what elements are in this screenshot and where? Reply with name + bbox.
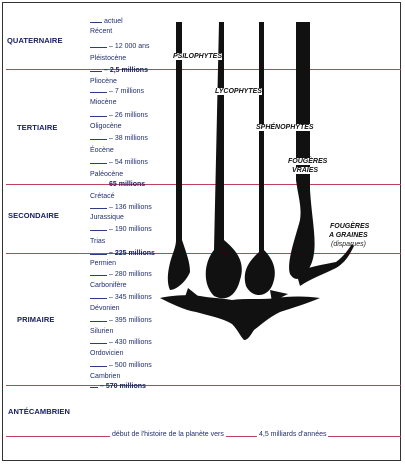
- period-pliocene: Pliocène: [90, 78, 117, 85]
- period-miocene: Miocène: [90, 99, 117, 106]
- label-65: 65 millions: [109, 181, 146, 188]
- era-secondaire: SECONDAIRE: [8, 211, 60, 220]
- period-eocene: Éocène: [90, 147, 114, 154]
- label-136: – 136 millions: [109, 204, 152, 211]
- footer-age: 4,5 milliards d'années: [259, 431, 327, 438]
- label-disparues: (disparues): [331, 241, 367, 248]
- label-fougeres-vraies-1: FOUGÈRES: [288, 158, 328, 165]
- period-carbonifere: Carbonifère: [90, 282, 127, 289]
- label-sphenophytes: SPHÉNOPHYTES: [256, 124, 314, 131]
- label-fougeres-graines-2: A GRAINES: [329, 232, 368, 239]
- label-26: – 26 millions: [109, 112, 148, 119]
- label-430: – 430 millions: [109, 339, 152, 346]
- label-2-5: – 2,5 millions: [104, 67, 148, 74]
- period-cretace: Crétacé: [90, 193, 115, 200]
- label-actuel: actuel: [104, 18, 123, 25]
- period-silurien: Silurien: [90, 328, 114, 335]
- label-190: – 190 millions: [109, 226, 152, 233]
- period-permien: Permien: [90, 260, 117, 267]
- label-psilophytes: PSILOPHYTES: [173, 53, 223, 60]
- period-oligocene: Oligocène: [90, 123, 122, 130]
- common-base: [160, 295, 320, 340]
- period-pleistocene: Pléistocène: [90, 55, 127, 62]
- sphenophytes-stem: [245, 22, 275, 295]
- period-paleocene: Paléocène: [90, 171, 124, 178]
- label-fougeres-graines-1: FOUGÈRES: [330, 223, 370, 230]
- footer-debut: début de l'histoire de la planète vers: [112, 431, 224, 438]
- label-395: – 395 millions: [109, 317, 152, 324]
- era-tertiaire: TERTIAIRE: [17, 123, 58, 132]
- period-cambrien: Cambrien: [90, 373, 121, 380]
- period-recent: Récent: [90, 28, 113, 35]
- fougeres-vraies-stem: [289, 22, 315, 279]
- label-38: – 38 millions: [109, 135, 148, 142]
- label-225: – 225 millions: [109, 250, 155, 257]
- era-primaire: PRIMAIRE: [17, 315, 55, 324]
- psilophytes-stem: [168, 22, 190, 290]
- label-500: – 500 millions: [109, 362, 152, 369]
- period-jurassique: Jurassique: [90, 214, 124, 221]
- label-54: – 54 millions: [109, 159, 148, 166]
- era-antecambrien: ANTÉCAMBRIEN: [8, 407, 71, 416]
- label-570: – 570 millions: [100, 383, 146, 390]
- period-trias: Trias: [90, 238, 106, 245]
- era-quaternaire: QUATERNAIRE: [7, 36, 63, 45]
- label-280: – 280 millions: [109, 271, 152, 278]
- label-fougeres-vraies-2: VRAIES: [292, 167, 319, 174]
- period-devonien: Dévonien: [90, 305, 120, 312]
- label-345: – 345 millions: [109, 294, 152, 301]
- lycophytes-stem: [206, 22, 242, 298]
- label-7: – 7 millions: [109, 88, 145, 95]
- label-lycophytes: LYCOPHYTES: [215, 88, 262, 95]
- period-ordovicien: Ordovicien: [90, 350, 124, 357]
- label-12000: – 12 000 ans: [109, 43, 150, 50]
